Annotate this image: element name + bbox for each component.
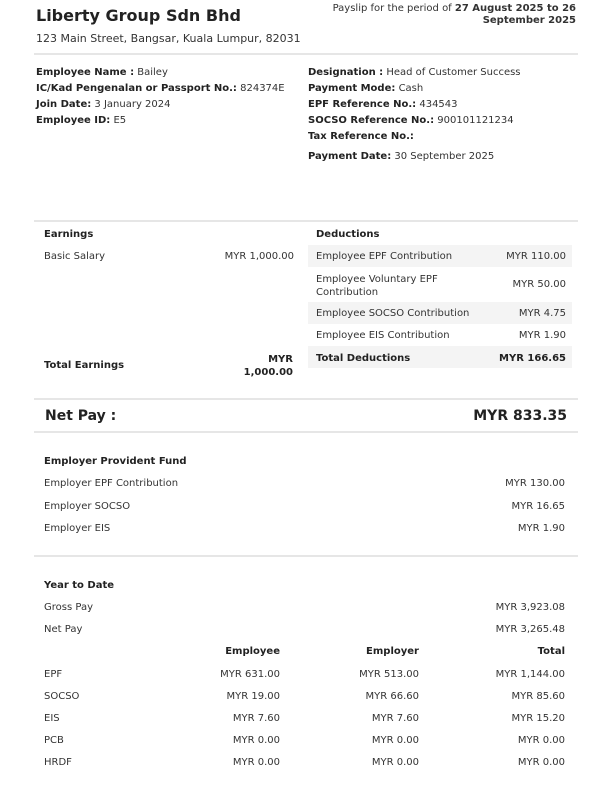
deduction-item-amount: MYR 110.00	[506, 251, 566, 262]
join-date: 3 January 2024	[94, 99, 171, 110]
ytd-row-label: SOCSO	[44, 691, 80, 702]
join-date-label: Join Date:	[36, 99, 92, 110]
ytd-row-label: PCB	[44, 735, 64, 746]
join-date-row	[36, 99, 171, 110]
ytd-row-total: MYR 0.00	[517, 757, 565, 768]
total-deductions-amount: MYR 166.65	[499, 353, 566, 364]
employer-fund-bottom-divider	[34, 555, 578, 557]
employer-fund-item-label: Employer EIS	[44, 523, 111, 534]
pay-period-line2: September 2025	[482, 15, 576, 26]
ytd-column-employer: Employer	[366, 646, 419, 657]
employer-fund-item-label: Employer SOCSO	[44, 501, 131, 512]
employee-name-label: Employee Name :	[36, 67, 135, 78]
header-divider	[34, 53, 578, 55]
employer-fund-title: Employer Provident Fund	[44, 456, 187, 467]
employee-name-row	[36, 67, 168, 78]
earning-item-amount: MYR 1,000.00	[224, 251, 294, 262]
ytd-row-total: MYR 1,144.00	[495, 669, 565, 680]
net-pay-top-divider	[34, 398, 578, 400]
ytd-gross-amount: MYR 3,923.08	[495, 602, 565, 613]
total-earnings-currency: MYR	[268, 354, 293, 365]
ytd-row-employer: MYR 0.00	[371, 735, 419, 746]
employee-id-row	[36, 115, 126, 126]
employee-ic: 824374E	[240, 83, 285, 94]
employer-fund-item-amount: MYR 1.90	[517, 523, 565, 534]
ytd-row-employer: MYR 513.00	[359, 669, 419, 680]
ytd-title: Year to Date	[44, 580, 115, 591]
socso-reference: 900101121234	[437, 115, 514, 126]
ytd-row-employee: MYR 631.00	[220, 669, 280, 680]
ytd-row-employer: MYR 7.60	[371, 713, 419, 724]
epf-reference-row	[308, 99, 458, 110]
ytd-row-employer: MYR 0.00	[371, 757, 419, 768]
ytd-row-total: MYR 15.20	[511, 713, 565, 724]
ytd-column-employee: Employee	[225, 646, 280, 657]
ytd-row-employer: MYR 66.60	[365, 691, 419, 702]
deduction-item-amount: MYR 50.00	[512, 279, 566, 290]
employer-fund-item-amount: MYR 16.65	[511, 501, 565, 512]
ytd-row-label: EIS	[44, 713, 60, 724]
payment-date-row	[308, 151, 494, 162]
deductions-title: Deductions	[316, 229, 380, 240]
tax-reference-label: Tax Reference No.:	[308, 131, 414, 142]
pay-period-line1: 27 August 2025 to 26	[454, 3, 576, 14]
ytd-net-amount: MYR 3,265.48	[495, 624, 565, 635]
ytd-row-total: MYR 85.60	[511, 691, 565, 702]
ytd-row-employee: MYR 19.00	[226, 691, 280, 702]
net-pay-label: Net Pay :	[45, 408, 117, 424]
deduction-item-label	[316, 273, 438, 299]
deduction-item-amount: MYR 1.90	[518, 330, 566, 341]
pay-period-prefix: Payslip for the period of	[332, 3, 455, 14]
total-deductions-label: Total Deductions	[316, 353, 411, 364]
payment-date: 30 September 2025	[394, 151, 495, 162]
ytd-row-employee: MYR 0.00	[232, 757, 280, 768]
employer-fund-item-amount: MYR 130.00	[505, 478, 565, 489]
ytd-net-label: Net Pay	[44, 624, 83, 635]
socso-reference-row	[308, 115, 514, 126]
epf-reference-label: EPF Reference No.:	[308, 99, 417, 110]
deduction-item-label: Employee SOCSO Contribution	[316, 308, 470, 319]
employee-ic-row	[36, 83, 285, 94]
ytd-row-label: EPF	[44, 669, 63, 680]
employee-name: Bailey	[137, 67, 168, 78]
earnings-top-divider	[34, 220, 578, 222]
earnings-title: Earnings	[44, 229, 94, 240]
ytd-row-label: HRDF	[44, 757, 72, 768]
employee-ic-label: IC/Kad Pengenalan or Passport No.:	[36, 83, 237, 94]
deduction-item-amount: MYR 4.75	[518, 308, 566, 319]
employee-id: E5	[113, 115, 127, 126]
total-earnings-value: 1,000.00	[243, 367, 293, 378]
ytd-row-total: MYR 0.00	[517, 735, 565, 746]
total-earnings-label: Total Earnings	[44, 360, 125, 371]
epf-reference: 434543	[419, 99, 458, 110]
company-name: Liberty Group Sdn Bhd	[36, 6, 241, 25]
total-earnings-amount	[220, 353, 293, 379]
payment-mode: Cash	[398, 83, 424, 94]
deduction-item-label: Employee EIS Contribution	[316, 330, 450, 341]
ytd-row-employee: MYR 0.00	[232, 735, 280, 746]
socso-reference-label: SOCSO Reference No.:	[308, 115, 435, 126]
designation: Head of Customer Success	[386, 67, 521, 78]
ytd-gross-label: Gross Pay	[44, 602, 93, 613]
employee-id-label: Employee ID:	[36, 115, 111, 126]
payment-mode-row	[308, 83, 423, 94]
ytd-row-employee: MYR 7.60	[232, 713, 280, 724]
deduction-item-label-line2: Contribution	[316, 287, 379, 298]
net-pay-amount: MYR 833.35	[473, 408, 567, 424]
tax-reference-row	[308, 131, 414, 142]
payment-mode-label: Payment Mode:	[308, 83, 396, 94]
pay-period	[326, 3, 576, 27]
ytd-column-total: Total	[537, 646, 565, 657]
deduction-item-label: Employee EPF Contribution	[316, 251, 453, 262]
designation-row	[308, 67, 521, 78]
employer-fund-item-label: Employer EPF Contribution	[44, 478, 179, 489]
payment-date-label: Payment Date:	[308, 151, 392, 162]
designation-label: Designation :	[308, 67, 384, 78]
company-address: 123 Main Street, Bangsar, Kuala Lumpur, 82031	[36, 32, 301, 45]
earning-item-label: Basic Salary	[44, 251, 106, 262]
deduction-item-label-line1: Employee Voluntary EPF	[316, 274, 438, 285]
net-pay-bottom-divider	[34, 431, 578, 433]
